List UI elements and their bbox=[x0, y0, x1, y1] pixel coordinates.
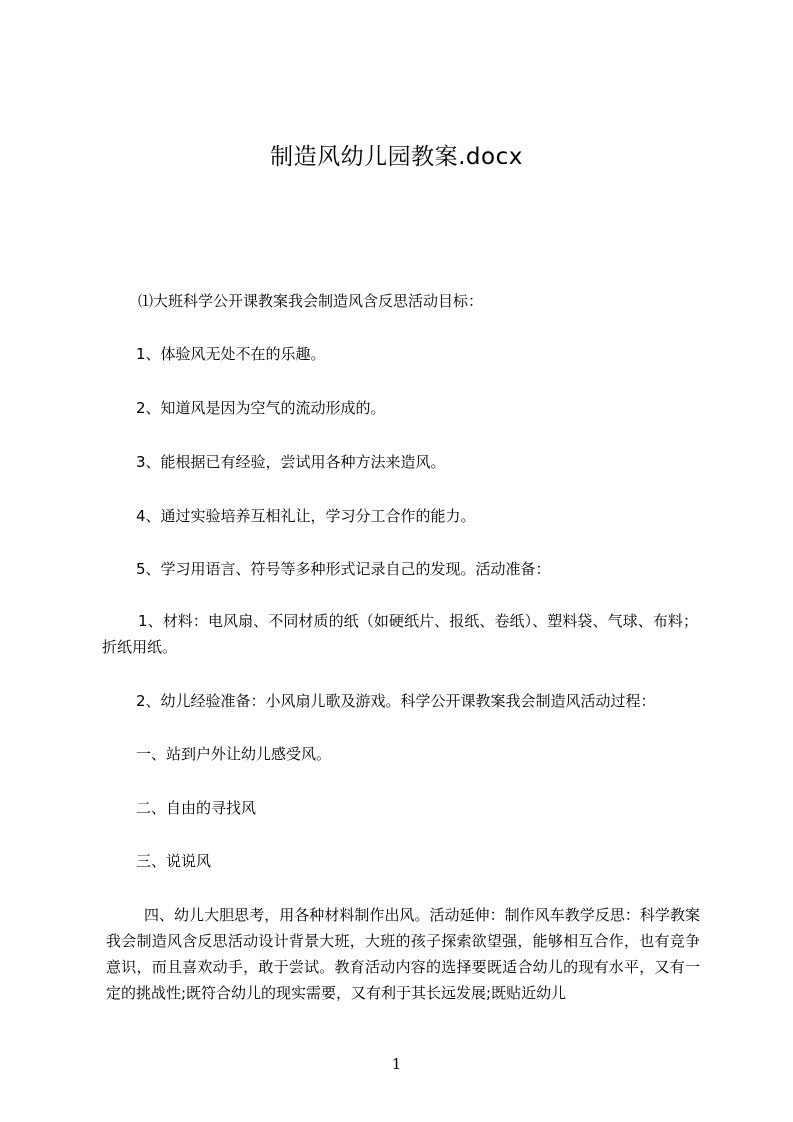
document-title: 制造风幼儿园教案.docx bbox=[270, 144, 523, 170]
process-step-4-and-reflection: 四、幼儿大胆思考，用各种材料制作出风。活动延伸：制作风车教学反思：科学教案我会制造风含反思活动设计背景大班，大班的孩子探索欲望强，能够相互合作，也有竞争意识，而且喜欢动手，敢于尝试。教育活动内容的选择要既适合幼儿的现有水平，又有一定的挑战性;既符合幼儿的现实需要，又有利于其长远发展;既贴近幼儿 bbox=[106, 906, 700, 1002]
page-number: 1 bbox=[391, 1055, 402, 1073]
goal-item-5: 5、学习用语言、符号等多种形式记录自己的发现。活动准备： bbox=[136, 560, 551, 578]
process-step-1: 一、站到户外让幼儿感受风。 bbox=[136, 745, 332, 763]
goal-item-3: 3、能根据已有经验，尝试用各种方法来造风。 bbox=[136, 453, 446, 471]
goal-item-2: 2、知道风是因为空气的流动形成的。 bbox=[136, 399, 386, 417]
process-step-2: 二、自由的寻找风 bbox=[136, 799, 257, 817]
goal-item-1: 1、体验风无处不在的乐趣。 bbox=[136, 345, 326, 363]
objective-heading: ⑴大班科学公开课教案我会制造风含反思活动目标： bbox=[138, 292, 484, 310]
process-step-3: 三、说说风 bbox=[136, 852, 212, 870]
goal-item-4: 4、通过实验培养互相礼让，学习分工合作的能力。 bbox=[136, 507, 476, 525]
preparation-item-1: 1、材料：电风扇、不同材质的纸（如硬纸片、报纸、卷纸）、塑料袋、气球、布料；折纸用纸。 bbox=[102, 612, 698, 656]
preparation-item-2: 2、幼儿经验准备：小风扇儿歌及游戏。科学公开课教案我会制造风活动过程： bbox=[136, 692, 656, 710]
